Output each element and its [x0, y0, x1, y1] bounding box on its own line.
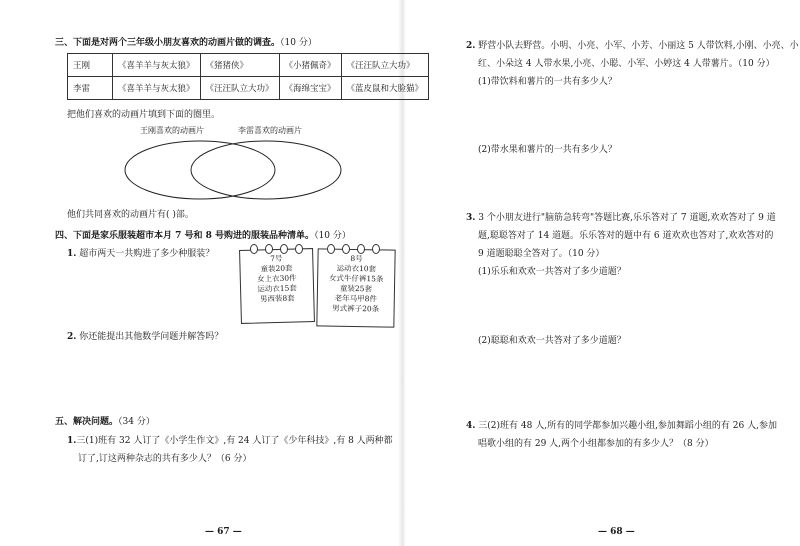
q3-line2: 题,聪聪答对了 14 道题。乐乐答对的题中有 6 道欢欢也答对了,欢欢答对的: [478, 231, 774, 241]
note-day7: [239, 248, 315, 324]
common-count-line: 他们共同喜欢的动画片有( )部。: [67, 210, 194, 220]
note-day8-title: 8号: [350, 253, 363, 264]
note-item: 女上衣30件: [256, 273, 297, 284]
venn-right-label: 李雷喜欢的动画片: [238, 126, 302, 135]
table-cell: 《猪猪侠》: [200, 54, 279, 77]
q4-line2: 唱歌小组的有 29 人,两个小组都参加的有多少人？（8 分）: [478, 439, 714, 449]
q2-sub2: (2)带水果和薯片的一共有多少人？: [478, 145, 617, 155]
note-item: 老年马甲8件: [334, 293, 378, 304]
note-item: 运动衣15套: [257, 283, 297, 294]
section5-q1-line2: 订了,订这两种杂志的共有多少人？（6 分）: [78, 454, 252, 464]
page-number-left: — 67 —: [205, 527, 242, 537]
note-day7-title: 7号: [270, 253, 283, 264]
venn-left-circle: [125, 141, 275, 199]
q2-sub1: (1)带饮料和薯片的一共有多少人？: [478, 77, 617, 87]
table-cell: 《海绵宝宝》: [279, 77, 341, 100]
table-row: [68, 54, 429, 77]
binder-ring-icon: [372, 244, 380, 254]
section4-q1: 1. 超市两天一共购进了多少种服装？: [67, 249, 215, 259]
q3-line1: 3. 3 个小朋友进行"脑筋急转弯"答题比赛,乐乐答对了 7 道题,欢欢答对了 9 道: [466, 213, 776, 223]
note-item: 运动衣10套: [336, 263, 377, 274]
binder-ring-icon: [357, 244, 365, 254]
section3-instruction: 把他们喜欢的动画片填到下面的圈里。: [67, 110, 221, 120]
note-item: 男西装8套: [259, 293, 295, 304]
table-cell: 《喜羊羊与灰太狼》: [113, 77, 201, 100]
table-cell: 《蓝皮鼠和大脸猫》: [341, 77, 429, 100]
binder-ring-icon: [327, 244, 335, 254]
q4-line1: 4. 三(2)班有 48 人,所有的同学都参加兴趣小组,参加舞蹈小组的有 26 人,参加: [466, 421, 777, 431]
q3-sub1: (1)乐乐和欢欢一共答对了多少道题？: [478, 267, 626, 277]
venn-diagram: [118, 138, 358, 202]
table-cell: 《汪汪队立大功》: [200, 77, 279, 100]
binder-ring-icon: [265, 244, 273, 254]
venn-left-label: 王刚喜欢的动画片: [140, 126, 204, 135]
venn-right-circle: [191, 141, 341, 199]
note-item: 男式裤子20条: [332, 303, 380, 314]
note-day8: [316, 248, 395, 327]
survey-table: [67, 53, 429, 100]
binder-ring-icon: [280, 244, 288, 254]
q2-line2: 红、小朵这 4 人带水果,小亮、小聪、小军、小婷这 4 人带薯片。（10 分）: [478, 59, 775, 69]
table-cell: 《汪汪队立大功》: [341, 54, 429, 77]
page-number-right: — 68 —: [598, 527, 635, 537]
table-cell: 《小猪佩奇》: [279, 54, 341, 77]
table-cell: 《喜羊羊与灰太狼》: [113, 54, 201, 77]
binder-ring-icon: [342, 244, 350, 254]
note-item: 童装25套: [339, 283, 373, 294]
note-item: 女式牛仔裤15条: [328, 273, 384, 284]
section3-title: 三、下面是对两个三年级小朋友喜欢的动画片做的调查。（10 分）: [55, 38, 317, 48]
binder-ring-icon: [250, 244, 258, 254]
table-cell: 李雷: [68, 77, 113, 100]
q3-line3: 9 道题聪聪全答对了。（10 分）: [478, 249, 605, 259]
binder-ring-icon: [295, 244, 303, 254]
note-item: 童装20套: [260, 263, 293, 274]
section4-title: 四、下面是家乐服装超市本月 7 号和 8 号购进的服装品种清单。（10 分）: [55, 231, 351, 241]
q2-line1: 2. 野营小队去野营。小明、小亮、小军、小芳、小丽这 5 人带饮料,小刚、小亮、小: [466, 41, 799, 51]
q3-sub2: (2)聪聪和欢欢一共答对了多少道题？: [478, 336, 626, 346]
section4-q2: 2. 你还能提出其他数学问题并解答吗？: [67, 332, 224, 342]
table-cell: 王刚: [68, 54, 113, 77]
section5-q1-line1: 1.三(1)班有 32 人订了《小学生作文》,有 24 人订了《少年科技》,有 8 人两种都: [67, 436, 393, 446]
section5-title: 五、解决问题。（34 分）: [55, 417, 155, 427]
table-row: [68, 77, 429, 100]
